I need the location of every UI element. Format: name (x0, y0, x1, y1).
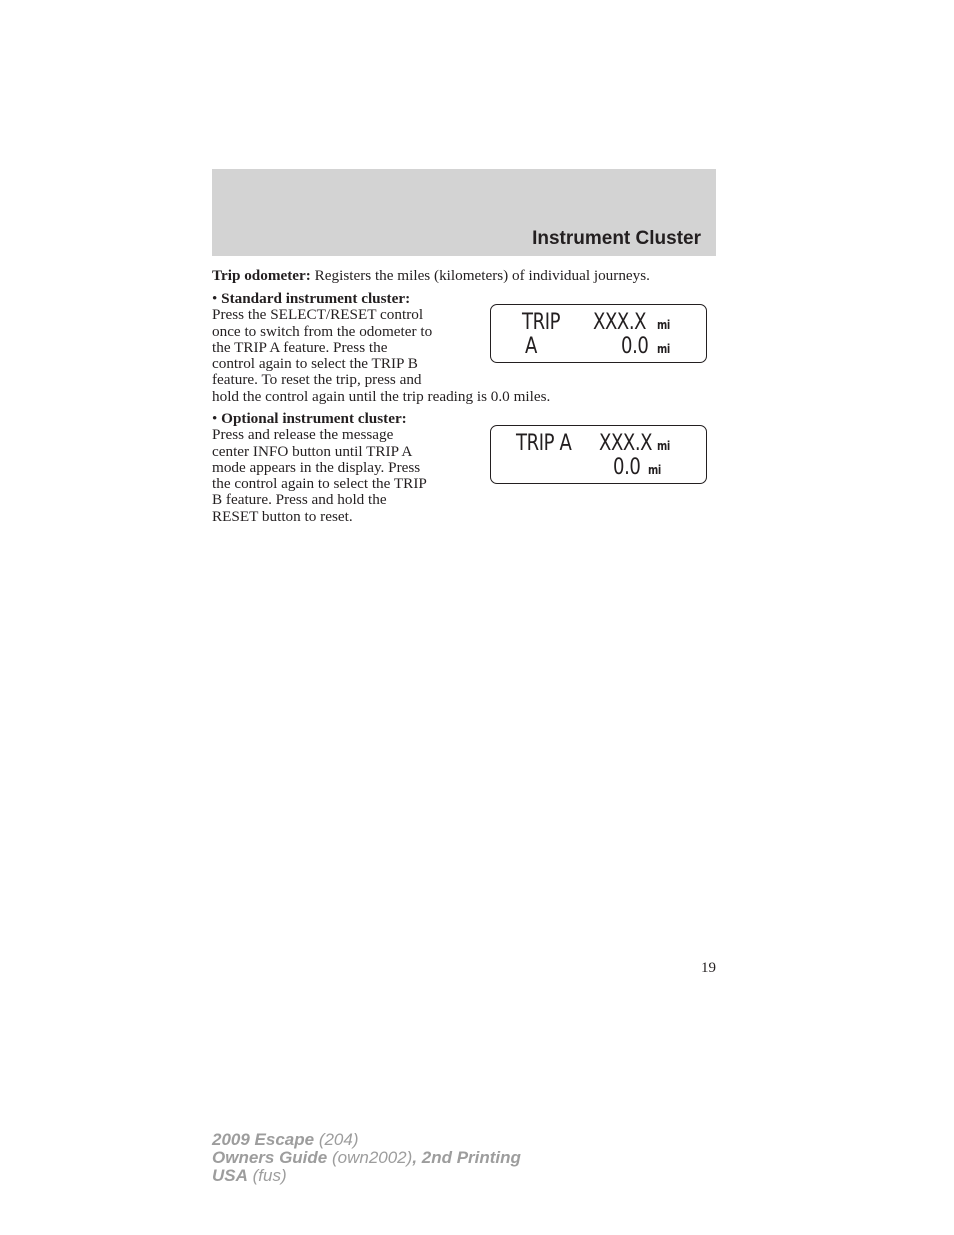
optional-cluster-heading: Optional instrument cluster: (221, 410, 407, 427)
display-unit: mi (648, 463, 661, 477)
display-trip-value: XXX.X (593, 310, 647, 335)
optional-cluster-line: B feature. Press and hold the (212, 491, 387, 509)
document-footer (212, 1131, 521, 1185)
trip-odometer-paragraph (212, 268, 716, 284)
section-header-band (212, 169, 716, 256)
trip-odometer-term: Trip odometer: (212, 267, 311, 284)
optional-cluster-display (490, 425, 707, 484)
optional-cluster-line: RESET button to reset. (212, 507, 353, 525)
display-unit: mi (657, 318, 670, 332)
optional-cluster-line: mode appears in the display. Press (212, 458, 421, 476)
footer-model: 2009 Escape (212, 1130, 315, 1149)
optional-cluster-line: center INFO button until TRIP A (212, 442, 413, 460)
page-number: 19 (701, 960, 716, 976)
standard-cluster-line: hold the control again until the trip reading is 0.0 miles. (212, 387, 551, 405)
display-trip-label: TRIP A (516, 431, 572, 456)
display-reset-value: 0.0 (621, 334, 649, 359)
optional-cluster-line: the control again to select the TRIP (212, 475, 427, 493)
display-trip-value: XXX.X (599, 431, 653, 456)
footer-market-code: (fus) (247, 1166, 287, 1185)
footer-printing: , 2nd Printing (412, 1148, 521, 1167)
display-trip-label: TRIP (522, 310, 561, 335)
standard-cluster-display (490, 304, 707, 363)
standard-cluster-line: once to switch from the odometer to (212, 322, 433, 340)
standard-cluster-line: feature. To reset the trip, press and (212, 371, 422, 389)
bullet: • (212, 410, 222, 427)
optional-cluster-item (212, 411, 474, 525)
display-unit: mi (657, 342, 670, 356)
display-reset-value: 0.0 (613, 455, 641, 480)
footer-guide: Owners Guide (212, 1148, 328, 1167)
footer-market: USA (212, 1166, 248, 1185)
bullet: • (212, 290, 222, 307)
display-trip-letter: A (525, 334, 537, 359)
trip-odometer-description: Registers the miles (kilometers) of individual journeys. (310, 267, 650, 284)
standard-cluster-line: control again to select the TRIP B (212, 355, 418, 373)
standard-cluster-line: the TRIP A feature. Press the (212, 338, 388, 356)
standard-cluster-heading: Standard instrument cluster: (221, 290, 411, 307)
standard-cluster-line: Press the SELECT/RESET control (212, 306, 424, 324)
footer-guide-code: (own2002) (327, 1148, 413, 1167)
section-title: Instrument Cluster (532, 228, 701, 249)
footer-model-code: (204) (314, 1130, 359, 1149)
optional-cluster-line: Press and release the message (212, 426, 394, 444)
display-unit: mi (657, 439, 670, 453)
